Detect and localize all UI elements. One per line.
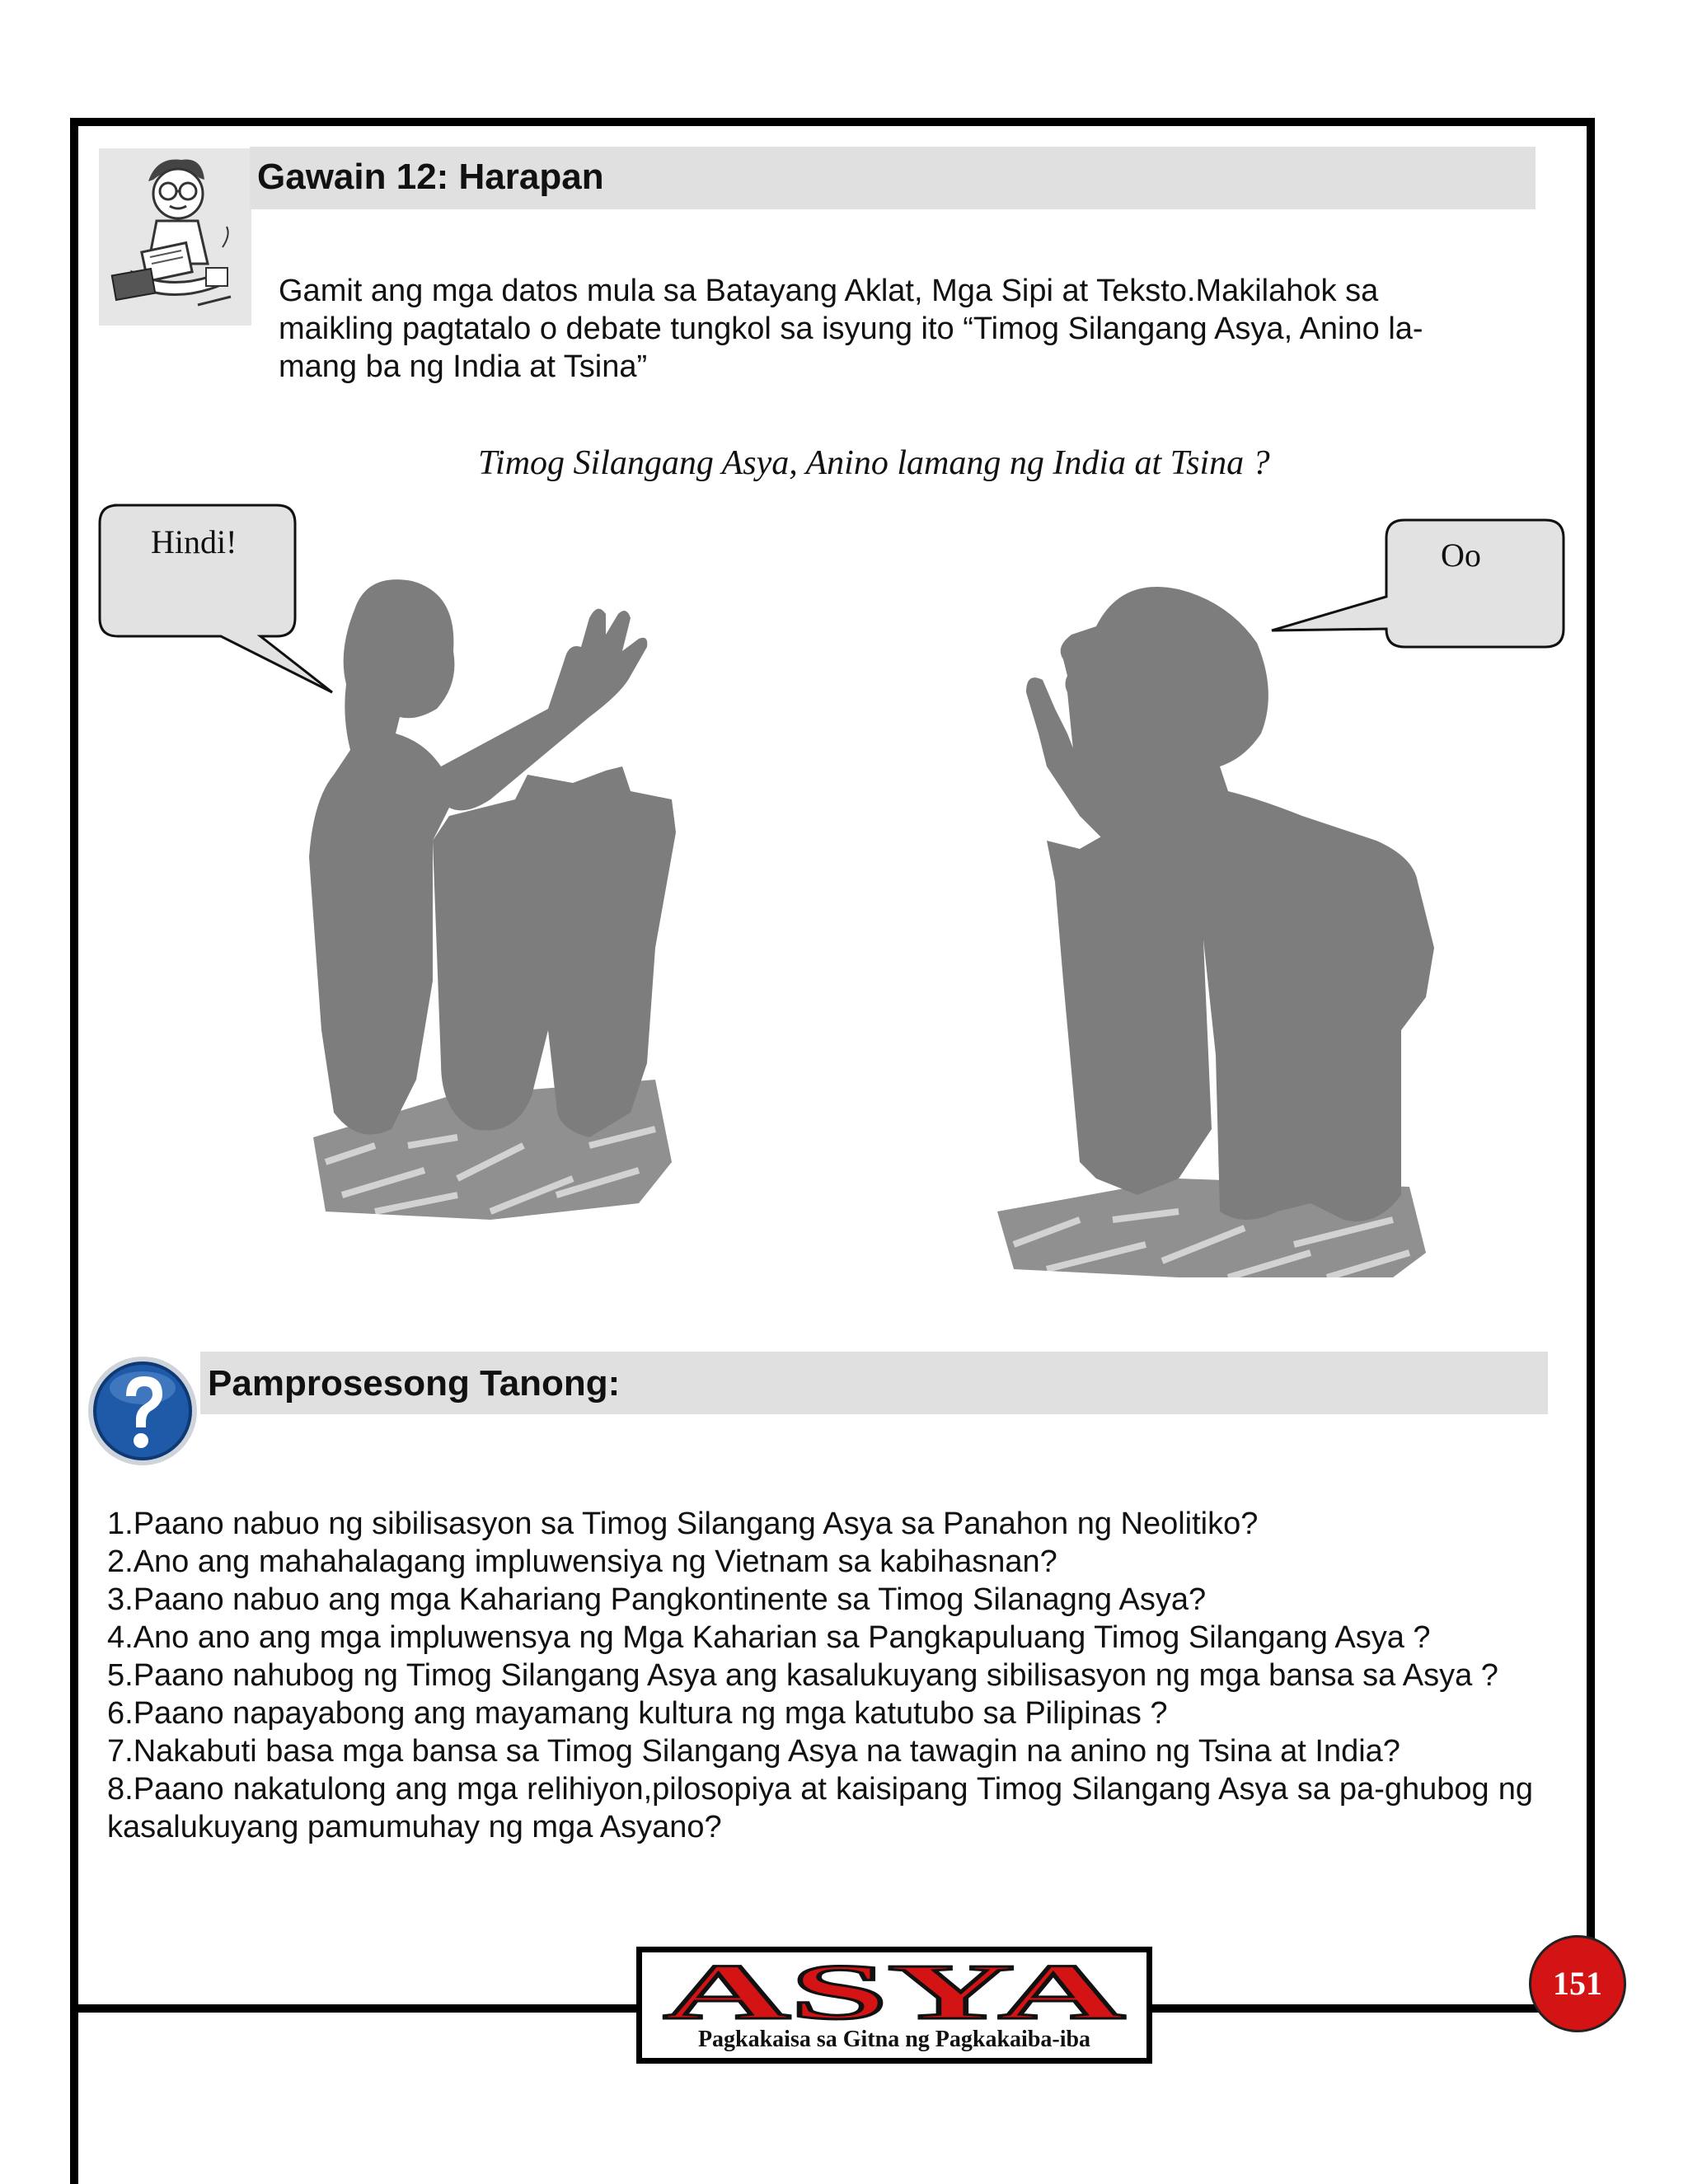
question-item: 4.Ano ano ang mga impluwensya ng Mga Kaharian sa Pangkapuluang Timog Silangang Asya ? [107, 1620, 1431, 1655]
activity-title: Gawain 12: Harapan [257, 157, 604, 197]
questions-list [107, 1505, 1533, 1846]
page-frame-top [70, 118, 1595, 126]
question-item: 6.Paano napayabong ang mayamang kultura ng mga katutubo sa Pilipinas ? [107, 1696, 1168, 1731]
page-number-badge [1529, 1935, 1626, 2032]
instructions-line: mang ba ng India at Tsina” [279, 349, 648, 384]
instructions-line: Gamit ang mga datos mula sa Batayang Aklat, Mga Sipi at Teksto.Makilahok sa [279, 274, 1379, 308]
asya-logo [642, 1959, 1146, 2025]
question-item: 2.Ano ang mahahalagang impluwensiya ng Vietnam sa kabihasnan? [107, 1544, 1057, 1579]
debater-silhouette-left [243, 569, 754, 1228]
student-reading-icon [99, 148, 251, 326]
question-item: 7.Nakabuti basa mga bansa sa Timog Silangang Asya na tawagin na anino ng Tsina at India? [107, 1734, 1400, 1769]
question-item: 3.Paano nabuo ang mga Kahariang Pangkontinente sa Timog Silanagng Asya? [107, 1582, 1207, 1617]
instructions-line: maikling pagtatalo o debate tungkol sa isyung ito “Timog Silangang Asya, Anino la- [279, 312, 1423, 346]
activity-instructions [279, 272, 1531, 386]
asya-logo-text: ASYA [663, 1959, 1125, 2025]
footer-logo-box [636, 1947, 1152, 2064]
debater-silhouette-right [931, 569, 1508, 1286]
question-item: 1.Paano nabuo ng sibilisasyon sa Timog Silangang Asya sa Panahon ng Neolitiko? [107, 1507, 1259, 1541]
footer-subtitle: Pagkakaisa sa Gitna ng Pagkakaiba-iba [697, 2027, 1091, 2052]
speech-text-left: Hindi! [151, 523, 237, 560]
debate-topic: Timog Silangang Asya, Anino lamang ng India at Tsina ? [478, 444, 1270, 482]
page-number: 151 [1553, 1965, 1602, 2002]
page-frame-right [1587, 118, 1595, 2005]
question-item: 5.Paano nahubog ng Timog Silangang Asya ang kasalukuyang sibilisasyon ng mga bansa sa Asya ? [107, 1658, 1498, 1693]
speech-text-right: Oo [1441, 537, 1481, 574]
page-frame-left [70, 118, 78, 2184]
question-mark-icon [85, 1353, 200, 1469]
questions-title: Pamprosesong Tanong: [208, 1363, 621, 1404]
question-item: 8.Paano nakatulong ang mga relihiyon,pilosopiya at kaisipang Timog Silangang Asya sa pa-ghubog ng kasalukuyang pamumuhay ng mga Asyano? [107, 1772, 1533, 1844]
